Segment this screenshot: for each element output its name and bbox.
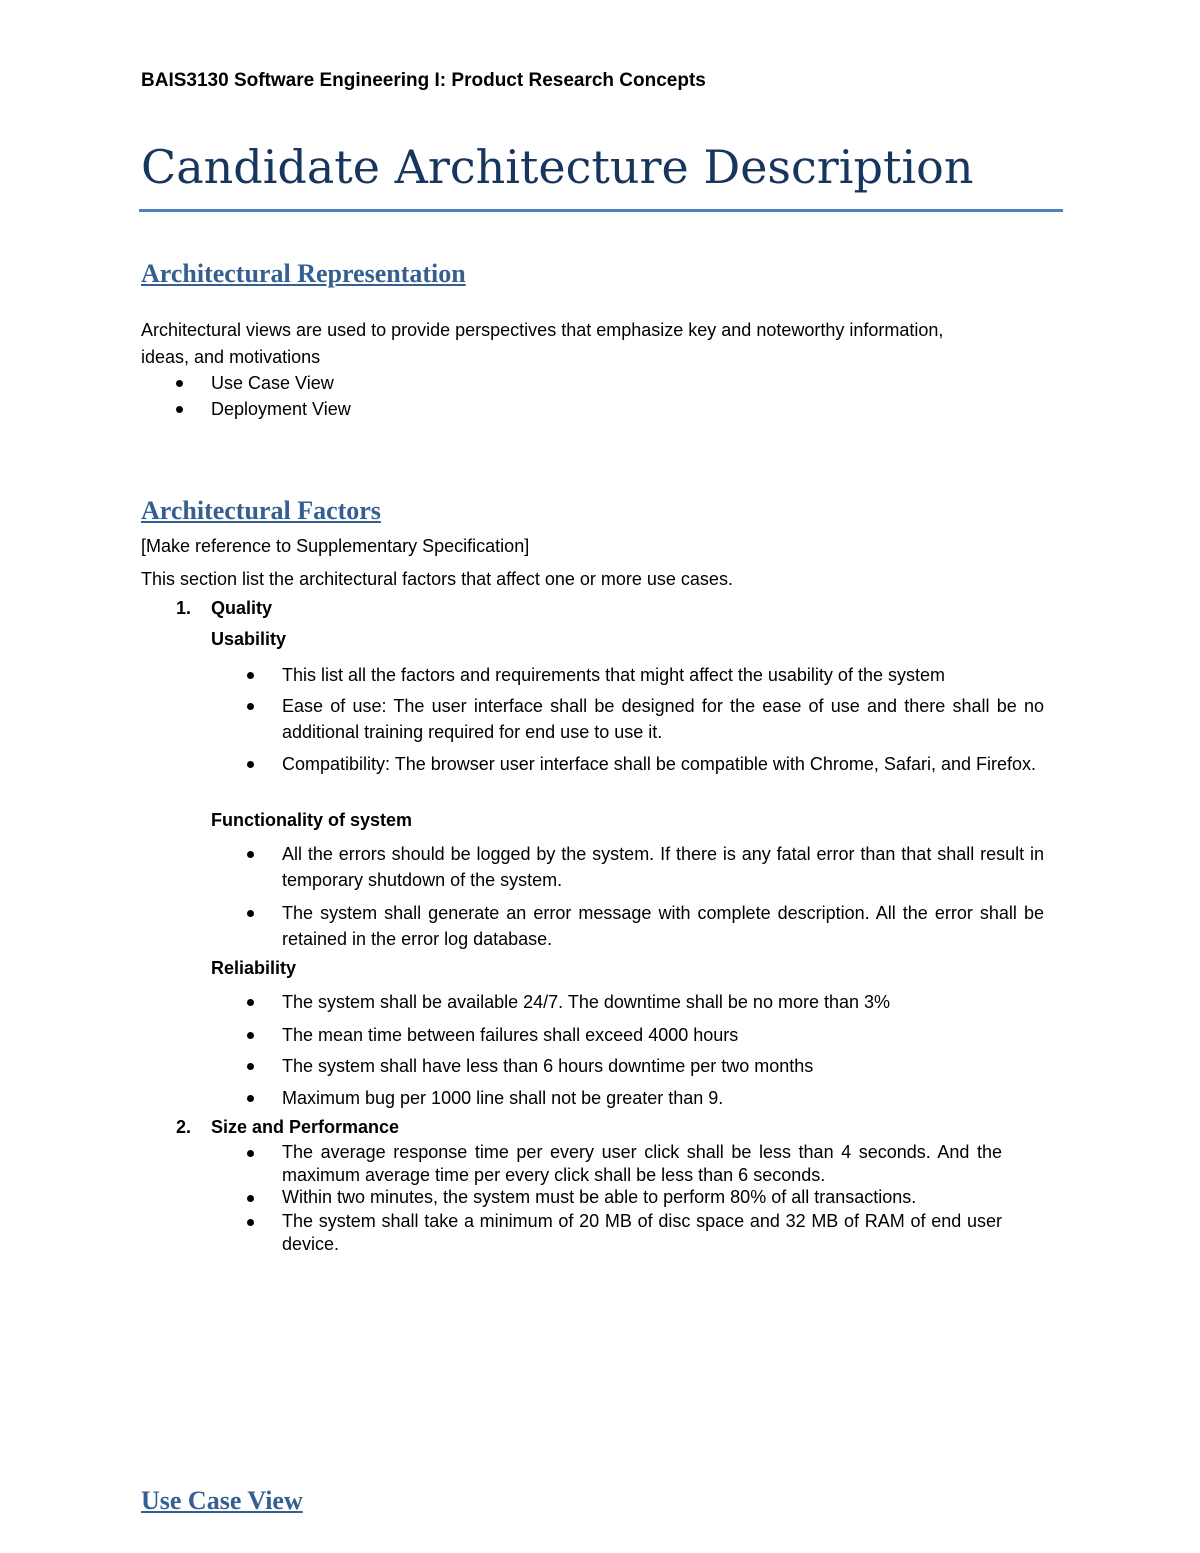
usability-label: Usability	[211, 629, 287, 649]
title-underline	[139, 209, 1063, 212]
functionality-label: Functionality of system	[211, 810, 413, 830]
bullet-icon	[247, 672, 254, 679]
bullet-icon	[247, 1032, 254, 1039]
view-item-use-case: Use Case View	[211, 373, 334, 393]
reliability-label: Reliability	[211, 958, 297, 978]
factors-intro: This section list the architectural factors that affect one or more use cases.	[141, 569, 733, 589]
reliability-item: The system shall be available 24/7. The downtime shall be no more than 3%	[282, 992, 891, 1012]
list-number-2: 2.	[176, 1117, 192, 1137]
size-performance-item: The system shall take a minimum of 20 MB of disc space and 32 MB of RAM of end user device.	[282, 1211, 1002, 1254]
view-item-deployment: Deployment View	[211, 399, 351, 419]
bullet-icon	[247, 1150, 254, 1157]
bullet-icon	[247, 703, 254, 710]
bullet-icon	[247, 1063, 254, 1070]
representation-intro-line2: ideas, and motivations	[141, 347, 321, 367]
bullet-icon	[176, 406, 183, 413]
bullet-icon	[247, 910, 254, 917]
heading-use-case-view: Use Case View	[141, 1486, 303, 1515]
supplementary-reference-note: [Make reference to Supplementary Specification]	[141, 536, 530, 556]
reliability-item: The system shall have less than 6 hours downtime per two months	[282, 1056, 814, 1076]
functionality-item: All the errors should be logged by the system. If there is any fatal error than that shall result in temporary shutdown of the system.	[282, 844, 1044, 890]
bullet-icon	[247, 851, 254, 858]
usability-item: Compatibility: The browser user interface shall be compatible with Chrome, Safari, and Firefox.	[282, 754, 1036, 774]
bullet-icon	[247, 761, 254, 768]
list-number-1: 1.	[176, 598, 192, 618]
course-header: BAIS3130 Software Engineering I: Product Research Concepts	[141, 70, 706, 91]
functionality-item: The system shall generate an error message with complete description. All the error shall be retained in the error log database.	[282, 903, 1044, 949]
heading-architectural-representation: Architectural Representation	[141, 259, 466, 288]
reliability-item: Maximum bug per 1000 line shall not be greater than 9.	[282, 1088, 724, 1108]
size-performance-item: Within two minutes, the system must be able to perform 80% of all transactions.	[282, 1187, 917, 1207]
representation-intro-line1: Architectural views are used to provide perspectives that emphasize key and noteworthy information,	[141, 320, 944, 340]
size-performance-item: The average response time per every user click shall be less than 4 seconds. And the maximum average time per every click shall be less than 6 seconds.	[282, 1142, 1002, 1185]
bullet-icon	[247, 1095, 254, 1102]
reliability-item: The mean time between failures shall exceed 4000 hours	[282, 1025, 739, 1045]
size-performance-label: Size and Performance	[211, 1117, 400, 1137]
bullet-icon	[247, 999, 254, 1006]
usability-item: Ease of use: The user interface shall be designed for the ease of use and there shall be no additional training required for end use to use it.	[282, 696, 1044, 742]
bullet-icon	[247, 1219, 254, 1226]
heading-architectural-factors: Architectural Factors	[141, 496, 381, 525]
document-title: Candidate Architecture Description	[141, 140, 974, 194]
quality-label: Quality	[211, 598, 273, 618]
bullet-icon	[247, 1195, 254, 1202]
bullet-icon	[176, 380, 183, 387]
usability-item: This list all the factors and requirements that might affect the usability of the system	[282, 665, 945, 685]
